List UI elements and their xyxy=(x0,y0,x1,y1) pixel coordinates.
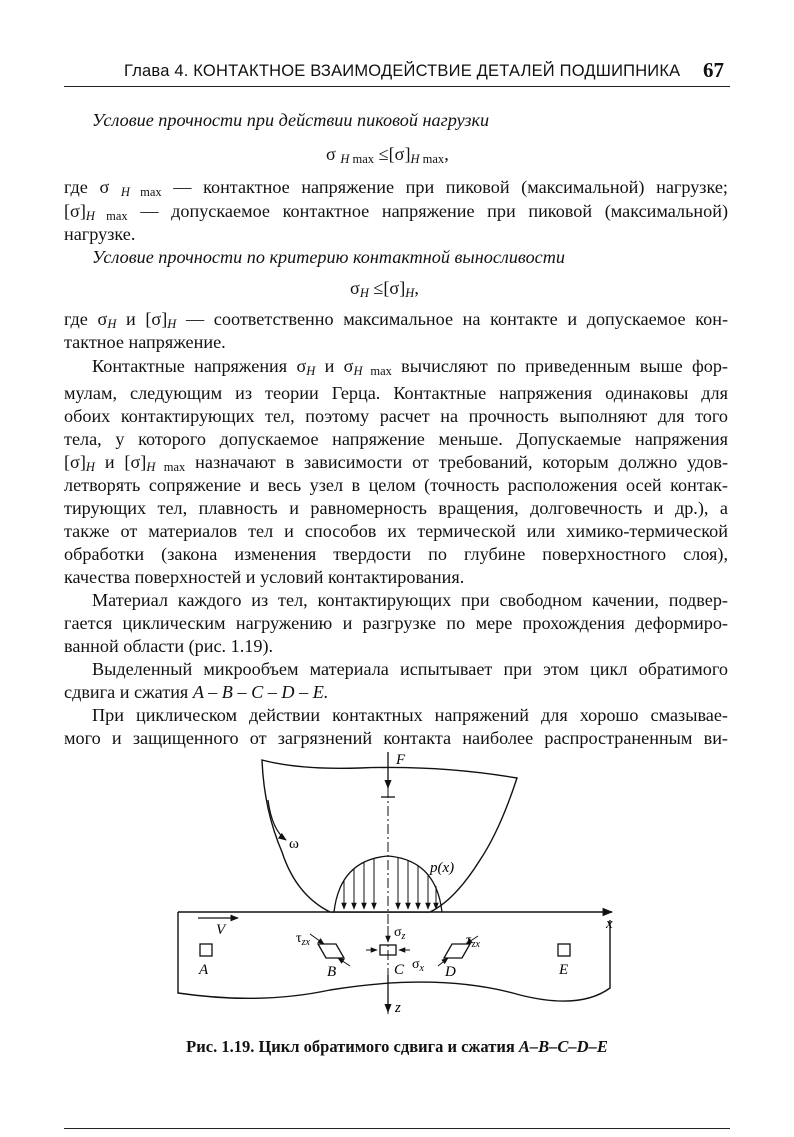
figure-caption: Рис. 1.19. Цикл обратимого сдвига и сжатия A–B–C–D–E xyxy=(186,1037,608,1056)
text-line: гается циклическим нагружению и разгрузке по мере прохождения деформиро- xyxy=(64,613,728,633)
label-c: C xyxy=(394,962,405,978)
label-f: F xyxy=(396,752,406,768)
text-line: летворять сопряжение и весь узел в целом (точность расположения осей контак- xyxy=(64,475,728,495)
text-line: Контактные напряжения $\sigma_H$ и $\sigma_{H max}$ вычисляют по приведенным выше фор- xyxy=(92,356,728,378)
text-line: обработки (закона изменения твердости по глубине поверхностного слоя), xyxy=(64,544,728,564)
text-line: тела, у которого допускаемое напряжение меньше. Допускаемые напряжения xyxy=(64,429,728,449)
text-line: При циклическом действии контактных напряжений для хорошо смазывае- xyxy=(92,705,728,725)
text-line: качества поверхностей и условий контактирования. xyxy=(64,567,465,587)
text-line: обоих контактирующих тел, поэтому расчет на прочность выполняют для того xyxy=(64,406,728,426)
element-b xyxy=(318,944,344,958)
label-velocity: V xyxy=(216,922,226,938)
element-e xyxy=(558,944,570,956)
text-line: Материал каждого из тел, контактирующих при свободном качении, подвер- xyxy=(92,590,728,610)
label-e: E xyxy=(559,962,569,978)
text-line: мого и защищенного от загрязнений контакта наиболее распространенным ви- xyxy=(64,728,728,748)
text-line: ванной области (рис. 1.19). xyxy=(64,636,274,656)
text-line: где $\sigma_H$ и $[\sigma]_H$ — соответственно максимальное на контакте и допускаемое кон- xyxy=(64,309,728,331)
text-line: Выделенный микрообъем материала испытывает при этом цикл обратимого xyxy=(92,659,728,679)
label-sigma-z: $\sigma_z$ xyxy=(394,925,406,942)
text-line: также от материалов тел и способов их термической или химико-термической xyxy=(64,521,728,541)
label-sigma-x: $\sigma_x$ xyxy=(412,957,424,974)
label-b: B xyxy=(327,964,337,980)
text-line: где σ $_{H max}$ — контактное напряжение при пиковой (максимальной) нагрузке; xyxy=(64,177,728,199)
text-line: тирующих тел, плавность и равномерность вращения, долговечность и др.), а xyxy=(64,498,728,518)
rolling-body-outline xyxy=(262,760,517,912)
label-pressure: p(x) xyxy=(430,860,455,876)
label-tau-d: $\tau_{zx}$ xyxy=(466,933,480,950)
chapter-title: Глава 4. КОНТАКТНОЕ ВЗАИМОДЕЙСТВИЕ ДЕТАЛЕЙ ПОДШИПНИКА xyxy=(124,62,681,80)
page-number: 67 xyxy=(703,58,724,82)
text-line: сдвига и сжатия A – B – C – D – E. xyxy=(64,682,329,702)
text-line: $[\sigma]_{H max}$ — допускаемое контактное напряжение при пиковой (максимальной) xyxy=(64,201,729,223)
text-line: $[\sigma]_H$ и $[\sigma]_{H max}$ назначают в зависимости от требований, которым должно удов- xyxy=(64,452,729,474)
label-x-axis: x xyxy=(606,916,613,932)
footer-rule xyxy=(64,1128,730,1129)
label-tau-b: $\tau_{zx}$ xyxy=(296,931,310,948)
element-a xyxy=(200,944,212,956)
formula-peak-strength: σ $_{H max} \le[\sigma]_{H max}$, xyxy=(326,144,449,166)
text-line: нагрузке. xyxy=(64,224,136,244)
text-line: тактное напряжение. xyxy=(64,332,226,352)
label-a: A xyxy=(199,962,209,978)
text-line: мулам, следующим из теории Герца. Контактные напряжения одинаковы для xyxy=(64,383,728,403)
label-omega: ω xyxy=(289,836,299,852)
formula-fatigue-strength: $\sigma_H \le[\sigma]_H$, xyxy=(350,278,419,300)
label-z-axis: z xyxy=(395,1000,401,1016)
heading-peak-load: Условие прочности при действии пиковой нагрузки xyxy=(92,110,490,130)
label-d: D xyxy=(445,964,456,980)
heading-fatigue: Условие прочности по критерию контактной выносливости xyxy=(92,247,565,267)
